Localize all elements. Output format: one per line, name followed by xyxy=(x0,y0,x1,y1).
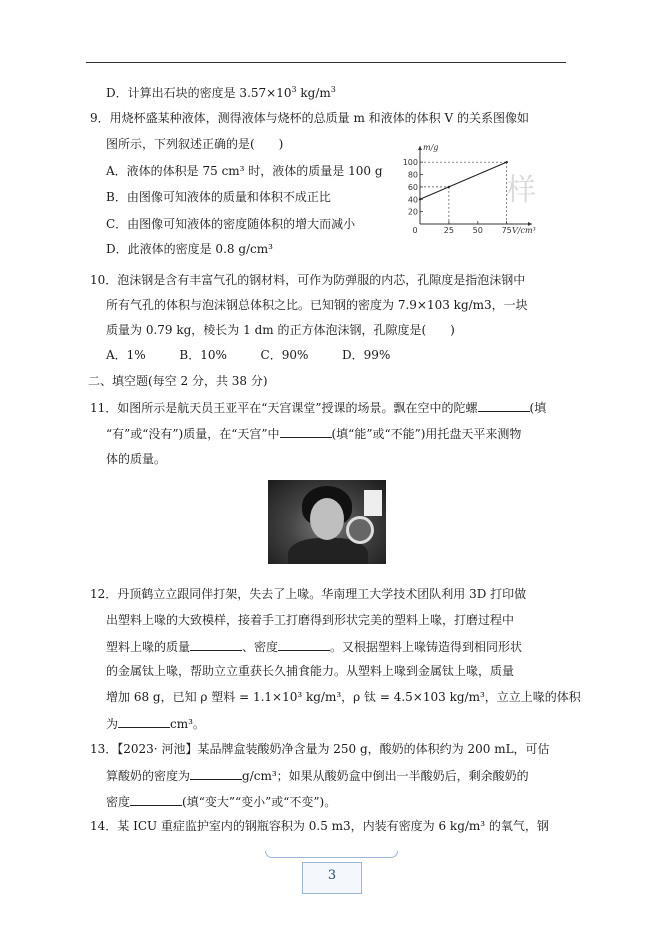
q10-option: C．90% xyxy=(260,348,309,362)
footer-decoration xyxy=(265,851,398,858)
data-point xyxy=(505,161,507,163)
x-tick-label: 25 xyxy=(443,226,454,235)
q8-option-d: D．计算出石块的密度是 $3.57\times 10^3$ $kg/m^3$ xyxy=(106,85,336,100)
section-heading: 二、填空题(每空 2 分，共 38 分) xyxy=(88,374,268,388)
q12-line1: 12．丹顶鹤立立跟同伴打架，失去了上喙。华南理工大学技术团队利用 3D 打印做 xyxy=(90,587,527,601)
answer-blank[interactable] xyxy=(280,425,332,438)
q10-line2: 所有气孔的体积与泡沫钢总体积之比。已知钢的密度为 7.9×103 kg/m3，一块 xyxy=(106,298,528,312)
q14-line1: 14．某 ICU 重症监护室内的钢瓶容积为 0.5 m3，内装有密度为 6 kg/m³ 的氧气，钢 xyxy=(90,819,549,833)
answer-blank[interactable] xyxy=(190,638,242,651)
q10-option: A．1% xyxy=(106,348,146,362)
watermark-text: 样 xyxy=(506,173,536,208)
q12-line6: 为 cm³。 xyxy=(106,717,205,731)
q11-line3: 体的质量。 xyxy=(106,452,167,466)
q9-mass-volume-graph xyxy=(398,140,538,236)
x-tick-label: 75 xyxy=(501,226,512,235)
answer-blank[interactable] xyxy=(478,399,530,412)
q10-line1: 10．泡沫钢是含有丰富气孔的钢材料，可作为防弹服的内芯，孔隙度是指泡沫钢中 xyxy=(90,273,526,287)
q9-option-d: D．此液体的密度是 0.8 g/cm³ xyxy=(106,242,273,256)
x-tick-label: 50 xyxy=(472,226,483,235)
y-axis-arrow xyxy=(418,146,422,150)
q9-option-c: C．由图像可知液体的密度随体积的增大而减小 xyxy=(106,217,356,231)
y-tick-label: 80 xyxy=(407,170,418,180)
y-tick-label: 60 xyxy=(407,182,418,192)
y-tick-label: 100 xyxy=(402,158,418,168)
data-point xyxy=(419,198,421,200)
graph-guides xyxy=(420,162,507,224)
answer-blank[interactable] xyxy=(130,793,182,806)
answer-blank[interactable] xyxy=(190,767,242,780)
q10-line3: 质量为 0.79 kg，棱长为 1 dm 的正方体泡沫钢，孔隙度是( ) xyxy=(106,323,455,337)
q10-option: B．10% xyxy=(179,348,227,362)
data-point xyxy=(448,186,450,188)
q13-line2: 算酸奶的密度为 g/cm³；如果从酸奶盒中倒出一半酸奶后，剩余酸奶的 xyxy=(106,769,529,783)
astronaut-photo xyxy=(268,480,386,564)
q10-options xyxy=(106,347,390,363)
q9-option-a: A．液体的体积是 75 cm³ 时，液体的质量是 100 g xyxy=(106,164,383,178)
header-rule xyxy=(86,62,566,63)
q9-option-b: B．由图像可知液体的质量和体积不成正比 xyxy=(106,190,331,204)
q9-stem-line2: 图所示，下列叙述正确的是( ) xyxy=(106,137,284,151)
q13-line1: 13．【2023· 河池】某品牌盒装酸奶净含量为 250 g，酸奶的体积约为 200 mL，可估 xyxy=(90,742,550,756)
y-tick-label: 20 xyxy=(407,207,418,217)
q13-line3: 密度 (填“变大”“变小”或“不变”)。 xyxy=(106,795,337,809)
y-tick-label: 40 xyxy=(407,195,418,205)
q11-line1: 11．如图所示是航天员王亚平在“天宫课堂”授课的场景。飘在空中的陀螺 (填 xyxy=(90,401,547,415)
data-line xyxy=(420,162,507,199)
graph-ticks xyxy=(403,158,512,235)
y-axis-label: m/g xyxy=(423,143,439,152)
q10-option: D．99% xyxy=(342,348,391,362)
graph-series xyxy=(419,161,508,200)
gyroscope-icon xyxy=(346,516,374,544)
q12-line5: 增加 68 g，已知 ρ 塑料 = 1.1×10³ kg/m³，ρ 钛 = 4.5×103 kg/m³，立立上喙的体积 xyxy=(106,690,581,704)
q11-line2: “有”或“没有”)质量，在“天宫”中 (填“能”或“不能”)用托盘天平来测物 xyxy=(106,427,522,441)
q12-line2: 出塑料上喙的大致模样，接着手工打磨得到形状完美的塑料上喙，打磨过程中 xyxy=(106,613,515,627)
x-axis-label: V/cm³ xyxy=(512,226,536,235)
x-tick-label: 0 xyxy=(412,226,418,235)
q12-line3: 塑料上喙的质量 、密度 。又根据塑料上喙铸造得到相同形状 xyxy=(106,640,523,654)
q12-line4: 的金属钛上喙，帮助立立重获长久捕食能力。从塑料上喙到金属钛上喙，质量 xyxy=(106,664,515,678)
page-number: 3 xyxy=(327,868,337,883)
answer-blank[interactable] xyxy=(278,638,330,651)
q9-stem-line1: 9．用烧杯盛某种液体，测得液体与烧杯的总质量 m 和液体的体积 V 的关系图像如 xyxy=(90,111,529,125)
answer-blank[interactable] xyxy=(118,715,170,728)
